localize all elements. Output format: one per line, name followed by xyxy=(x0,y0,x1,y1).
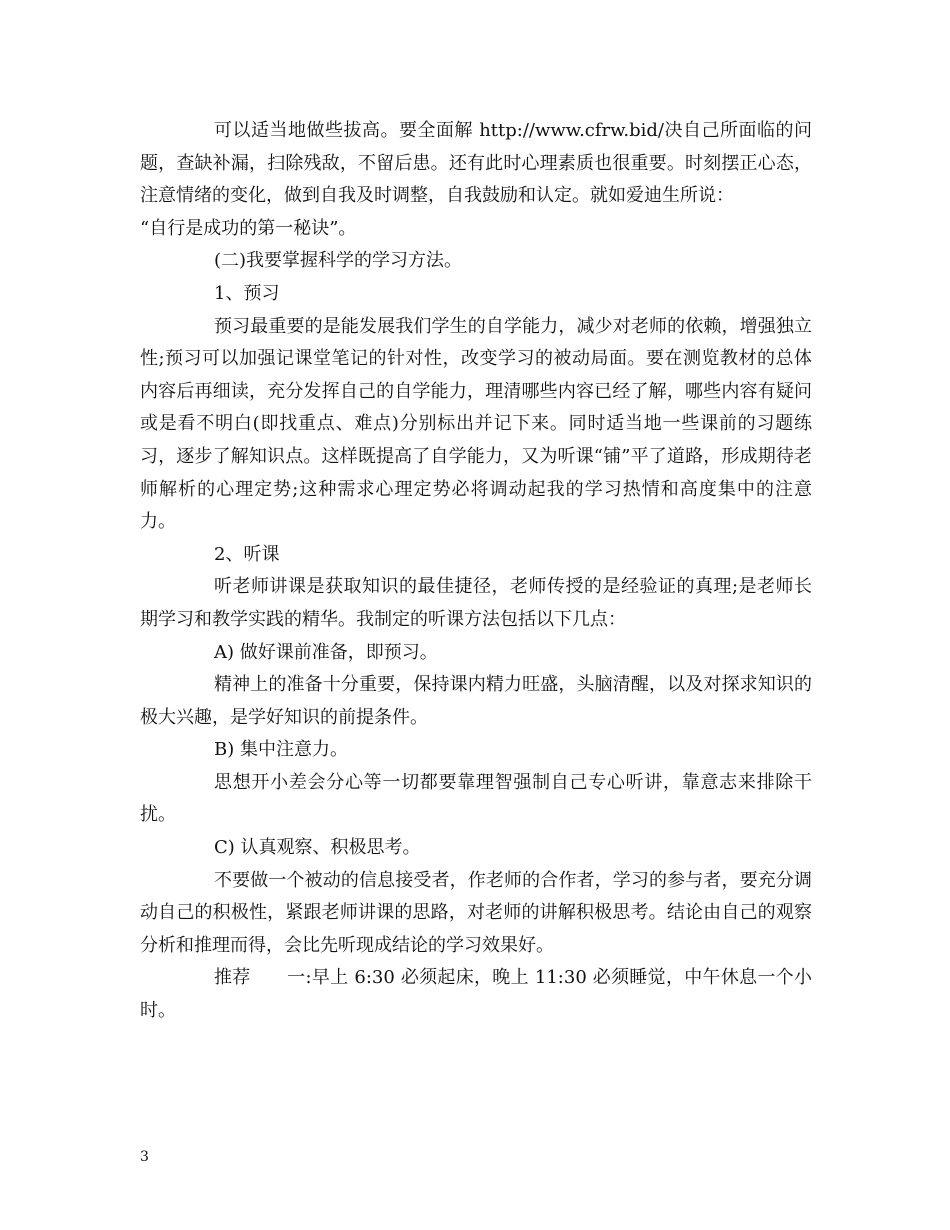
list-item-c: C) 认真观察、积极思考。 xyxy=(214,837,421,859)
paragraph-preview: 预习最重要的是能发展我们学生的自学能力，减少对老师的依赖，增强独立性;预习可以加强记课堂笔记的针对性，改变学习的被动局面。要在测览教材的总体内容后再细读，充分发挥自己的自学能力，理清哪些内容已经了解，哪些内容有疑问或是看不明白(即找重点、难点)分别标出并记下来。同时适当地一些课前的习题练习，逐步了解知识点。这样既提高了自学能力，又为听课“铺”平了道路，形成期待老师解析的心理定势;这种需求心理定势必将调动起我的学习热情和高度集中的注意力。 xyxy=(140,315,812,533)
page-number: 3 xyxy=(140,1149,149,1165)
subheading-listening: 2、听课 xyxy=(214,543,280,565)
list-item-a: A) 做好课前准备，即预习。 xyxy=(214,641,438,663)
paragraph-c: 不要做一个被动的信息接受者，作老师的合作者，学习的参与者，要充分调动自己的积极性，紧跟老师讲课的思路，对老师的讲解积极思考。结论由自己的观察分析和推理而得，会比先听现成结论的学习效果好。 xyxy=(140,869,812,956)
paragraph-a: 精神上的准备十分重要，保持课内精力旺盛，头脑清醒，以及对探求知识的极大兴趣，是学好知识的前提条件。 xyxy=(140,674,812,728)
paragraph-2-quote: “自行是成功的第一秘诀”。 xyxy=(140,217,357,239)
subheading-preview: 1、预习 xyxy=(214,282,280,304)
paragraph-recommendation: 推荐 一:早上 6:30 必须起床，晚上 11:30 必须睡觉，中午休息一个小时。 xyxy=(140,967,812,1022)
paragraph-1: 可以适当地做些拔高。要全面解 http://www.cfrw.bid/决自己所面临的问题，查缺补漏，扫除残敌，不留后患。还有此时心理素质也很重要。时刻摆正心态，注意情绪的变化，做到自我及时调整，自我鼓励和认定。就如爱迪生所说： xyxy=(140,120,812,207)
list-item-b: B) 集中注意力。 xyxy=(214,739,348,761)
section-heading-2: (二)我要掌握科学的学习方法。 xyxy=(214,250,463,272)
paragraph-b: 思想开小差会分心等一切都要靠理智强制自己专心听讲，靠意志来排除干扰。 xyxy=(140,771,812,826)
body-text xyxy=(140,115,812,1028)
paragraph-listening: 听老师讲课是获取知识的最佳捷径，老师传授的是经验证的真理;是老师长期学习和教学实践的精华。我制定的听课方法包括以下几点： xyxy=(140,576,812,630)
